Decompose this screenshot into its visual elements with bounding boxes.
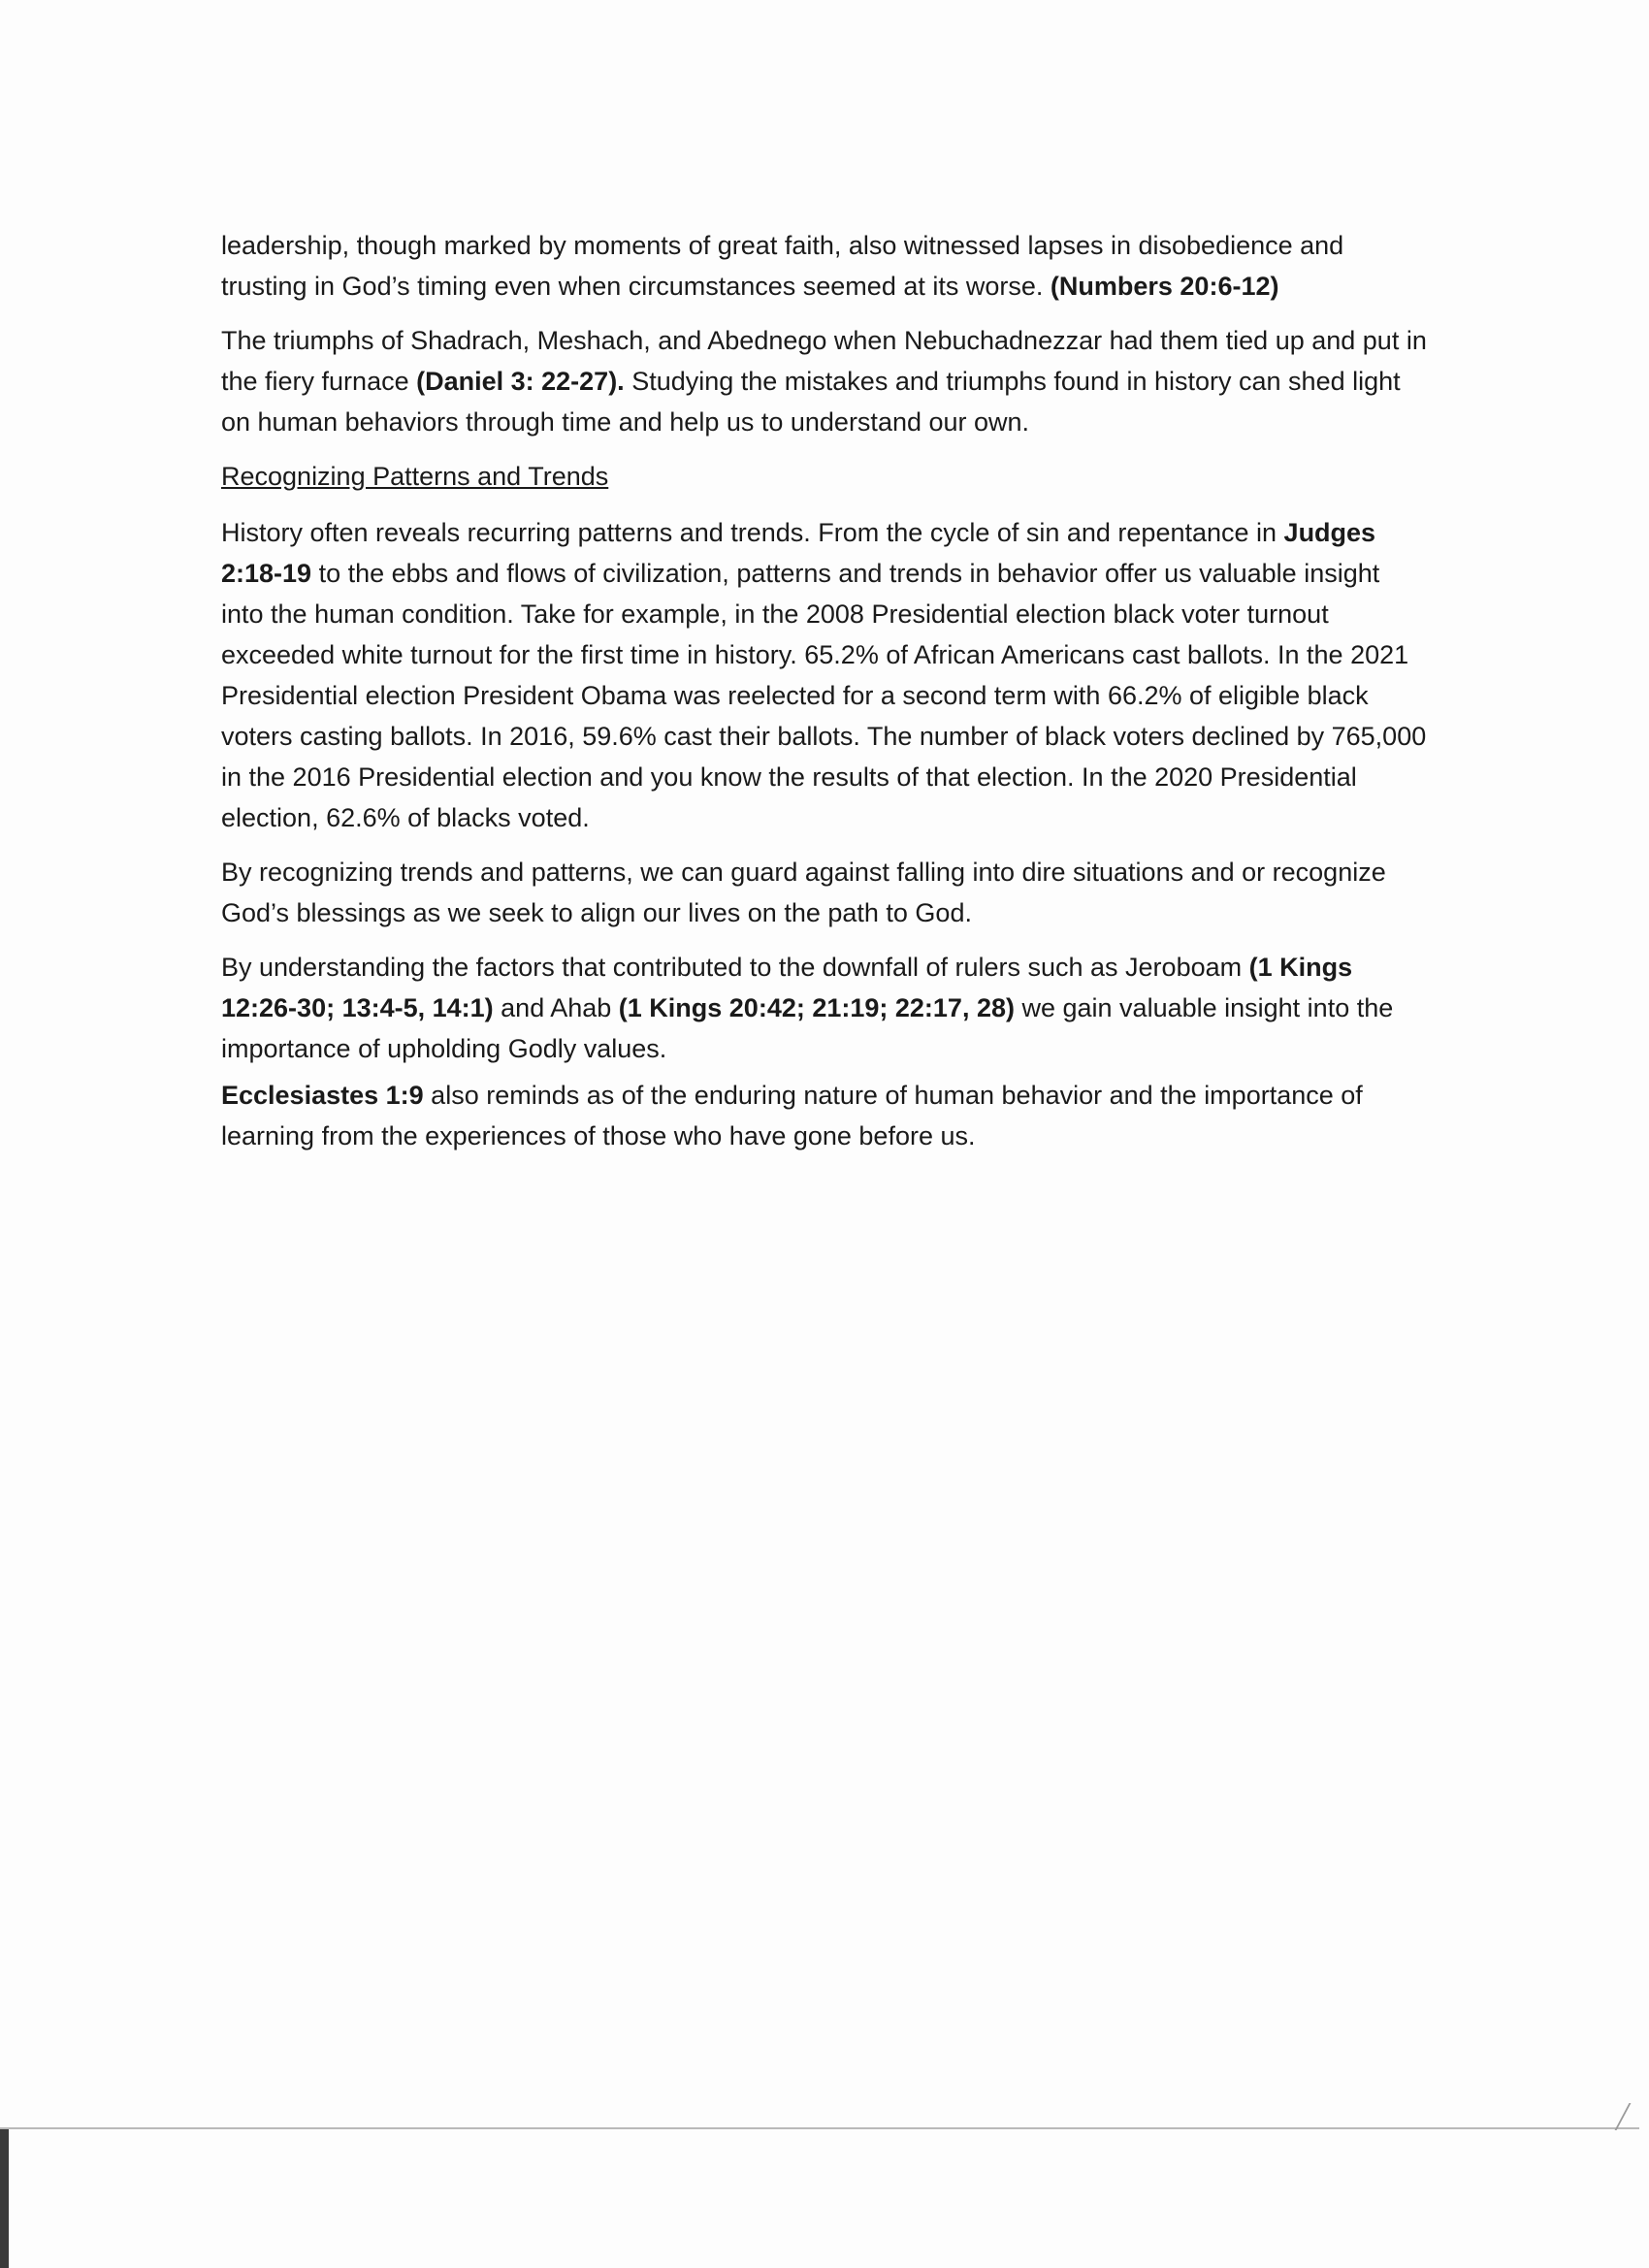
page-corner-curl <box>1615 2103 1649 2130</box>
paragraph-text: also reminds as of the enduring nature of human behavior and the importance of learning from the experiences of those who have gone before us. <box>221 1081 1363 1150</box>
scripture-reference: (1 Kings 20:42; 21:19; 22:17, 28) <box>618 993 1015 1022</box>
paragraph-text: leadership, though marked by moments of great faith, also witnessed lapses in disobedience and trusting in God’s timing even when circumstances seemed at its worse. <box>221 231 1344 301</box>
paragraph-text: and Ahab <box>493 993 619 1022</box>
section-heading: Recognizing Patterns and Trends <box>221 462 609 491</box>
document-body <box>221 225 1429 1170</box>
scripture-reference: (Numbers 20:6-12) <box>1050 272 1279 301</box>
scanner-shadow <box>0 2129 9 2268</box>
paragraph-recognizing-trends <box>221 852 1429 933</box>
paragraph-text: The triumphs of Shadrach, Meshach, and Abednego when Nebuchadnezzar had them tied up and put in the fiery furnace <box>221 326 1427 396</box>
paragraph-text: By recognizing trends and patterns, we can guard against falling into dire situations and or recognize God’s blessings as we seek to align our lives on the path to God. <box>221 858 1386 927</box>
paragraph-text: to the ebbs and flows of civilization, patterns and trends in behavior offer us valuable insight into the human condition. Take for example, in the 2008 Presidential election black voter turnout exceeded white turnout for the first time in history. 65.2% of African Americans cast ballots. In the 2021 Presidential election President Obama was reelected for a second term with 66.2% of eligible black voters casting ballots. In 2016, 59.6% cast their ballots. The number of black voters declined by 765,000 in the 2016 Presidential election and you know the results of that election. In the 2020 Presidential election, 62.6% of blacks voted. <box>221 559 1427 832</box>
paragraph-text: Studying the mistakes and triumphs found in history can shed light on human behaviors through time and help us to understand our own. <box>221 367 1401 437</box>
paragraph-ecclesiastes <box>221 1075 1429 1156</box>
paragraph-text: By understanding the factors that contributed to the downfall of rulers such as Jeroboam <box>221 953 1249 982</box>
paragraph-text: we gain valuable insight into the importance of upholding Godly values. <box>221 993 1394 1063</box>
paragraph-history-patterns <box>221 512 1429 838</box>
scripture-reference: Judges 2:18-19 <box>221 518 1376 588</box>
paragraph-leadership <box>221 225 1429 307</box>
paragraph-rulers <box>221 947 1429 1069</box>
page-bottom-edge <box>0 2127 1639 2129</box>
paragraph-triumphs <box>221 320 1429 442</box>
scripture-reference: (Daniel 3: 22-27). <box>416 367 625 396</box>
paragraph-text: History often reveals recurring patterns and trends. From the cycle of sin and repentance in <box>221 518 1284 547</box>
scripture-reference: Ecclesiastes 1:9 <box>221 1081 424 1110</box>
scripture-reference: (1 Kings 12:26-30; 13:4-5, 14:1) <box>221 953 1353 1022</box>
